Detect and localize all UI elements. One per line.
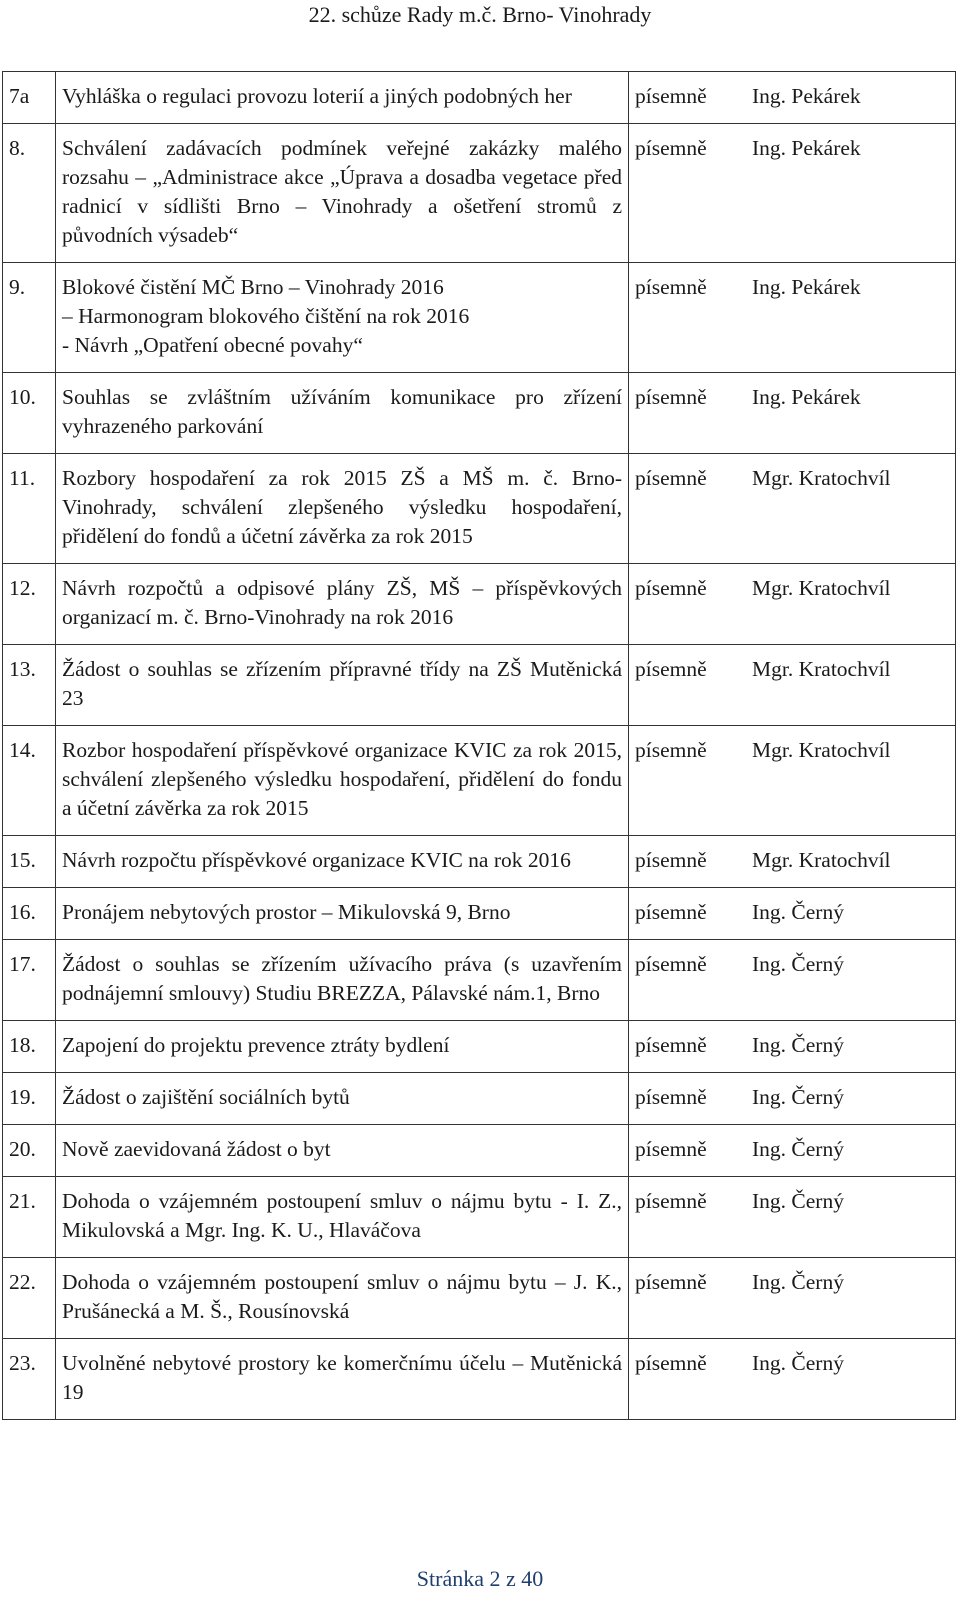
agenda-row [3, 564, 956, 645]
item-number: 11. [3, 454, 56, 564]
agenda-row [3, 72, 956, 124]
item-submission-mode: písemně [629, 1021, 747, 1073]
item-number: 8. [3, 124, 56, 263]
item-number: 21. [3, 1177, 56, 1258]
item-description [56, 72, 629, 124]
agenda-row [3, 1177, 956, 1258]
item-description-line: Blokové čistění MČ Brno – Vinohrady 2016 [62, 275, 444, 299]
item-number: 10. [3, 373, 56, 454]
item-description-line: Zapojení do projektu prevence ztráty bydlení [62, 1033, 450, 1057]
item-number: 19. [3, 1073, 56, 1125]
agenda-row [3, 124, 956, 263]
item-submission-mode: písemně [629, 1339, 747, 1420]
item-description-line: Žádost o souhlas se zřízením užívacího práva (s uzavřením podnájemní smlouvy) Studiu BREZZA, Pálavské nám.1, Brno [62, 952, 622, 1005]
item-description [56, 836, 629, 888]
agenda-row [3, 373, 956, 454]
item-submission-mode: písemně [629, 940, 747, 1021]
item-responsible-person: Ing. Pekárek [746, 124, 956, 263]
item-submission-mode: písemně [629, 454, 747, 564]
agenda-row [3, 454, 956, 564]
item-description [56, 1073, 629, 1125]
item-responsible-person: Ing. Pekárek [746, 373, 956, 454]
item-responsible-person: Ing. Černý [746, 1125, 956, 1177]
item-responsible-person: Ing. Černý [746, 1177, 956, 1258]
item-description-line: Souhlas se zvláštním užíváním komunikace pro zřízení vyhrazeného parkování [62, 385, 622, 438]
agenda-row [3, 726, 956, 836]
item-responsible-person: Ing. Černý [746, 1021, 956, 1073]
item-description [56, 454, 629, 564]
item-responsible-person: Mgr. Kratochvíl [746, 564, 956, 645]
item-submission-mode: písemně [629, 888, 747, 940]
item-number: 17. [3, 940, 56, 1021]
item-number: 7a [3, 72, 56, 124]
item-description [56, 373, 629, 454]
item-description-line: Žádost o zajištění sociálních bytů [62, 1085, 350, 1109]
agenda-table [2, 71, 956, 1420]
item-description-line: Uvolněné nebytové prostory ke komerčnímu účelu – Mutěnická 19 [62, 1351, 622, 1404]
item-description [56, 1125, 629, 1177]
item-number: 23. [3, 1339, 56, 1420]
item-responsible-person: Mgr. Kratochvíl [746, 836, 956, 888]
agenda-row [3, 836, 956, 888]
agenda-table-body [3, 72, 956, 1420]
item-number: 20. [3, 1125, 56, 1177]
item-number: 22. [3, 1258, 56, 1339]
agenda-row [3, 1073, 956, 1125]
page-footer: Stránka 2 z 40 [416, 1566, 544, 1591]
item-description-line: Návrh rozpočtu příspěvkové organizace KVIC na rok 2016 [62, 848, 571, 872]
item-submission-mode: písemně [629, 124, 747, 263]
item-description-line: Rozbor hospodaření příspěvkové organizace KVIC za rok 2015, schválení zlepšeného výsledku hospodaření, přidělení do fondu a účetní závěrka za rok 2015 [62, 738, 622, 820]
item-responsible-person: Ing. Černý [746, 888, 956, 940]
item-description [56, 645, 629, 726]
item-responsible-person: Ing. Černý [746, 1258, 956, 1339]
item-description-line: Návrh rozpočtů a odpisové plány ZŠ, MŠ – příspěvkových organizací m. č. Brno-Vinohrady na rok 2016 [62, 576, 622, 629]
item-description-line: Rozbory hospodaření za rok 2015 ZŠ a MŠ m. č. Brno-Vinohrady, schválení zlepšeného výsledku hospodaření, přidělení do fondů a účetní závěrka za rok 2015 [62, 466, 622, 548]
agenda-row [3, 1021, 956, 1073]
item-submission-mode: písemně [629, 836, 747, 888]
item-description-line: Pronájem nebytových prostor – Mikulovská 9, Brno [62, 900, 511, 924]
item-description-line: Dohoda o vzájemném postoupení smluv o nájmu bytu – J. K., Prušánecká a M. Š., Rousínovská [62, 1270, 622, 1323]
item-responsible-person: Ing. Černý [746, 940, 956, 1021]
item-responsible-person: Ing. Černý [746, 1339, 956, 1420]
item-number: 18. [3, 1021, 56, 1073]
item-submission-mode: písemně [629, 263, 747, 373]
item-submission-mode: písemně [629, 1125, 747, 1177]
item-description-line: Schválení zadávacích podmínek veřejné zakázky malého rozsahu – „Administrace akce „Úprava a dosadba vegetace před radnicí v sídlišti Brno – Vinohrady a ošetření stromů z původních výsadeb“ [62, 136, 622, 247]
agenda-row [3, 1258, 956, 1339]
page-header: 22. schůze Rady m.č. Brno- Vinohrady [308, 2, 652, 27]
item-description-line: Vyhláška o regulaci provozu loterií a jiných podobných her [62, 84, 572, 108]
item-submission-mode: písemně [629, 72, 747, 124]
item-description [56, 726, 629, 836]
item-submission-mode: písemně [629, 1258, 747, 1339]
agenda-row [3, 888, 956, 940]
item-submission-mode: písemně [629, 726, 747, 836]
item-responsible-person: Mgr. Kratochvíl [746, 726, 956, 836]
item-number: 16. [3, 888, 56, 940]
item-number: 12. [3, 564, 56, 645]
item-number: 13. [3, 645, 56, 726]
item-description-line: – Harmonogram blokového čištění na rok 2016 [62, 304, 470, 328]
item-description-line: Žádost o souhlas se zřízením přípravné třídy na ZŠ Mutěnická 23 [62, 657, 622, 710]
item-description [56, 1021, 629, 1073]
item-description [56, 940, 629, 1021]
item-description [56, 564, 629, 645]
item-description-line: Dohoda o vzájemném postoupení smluv o nájmu bytu - I. Z., Mikulovská a Mgr. Ing. K. U., Hlaváčova [62, 1189, 622, 1242]
agenda-row [3, 1125, 956, 1177]
item-description-line: Nově zaevidovaná žádost o byt [62, 1137, 331, 1161]
item-description [56, 124, 629, 263]
item-submission-mode: písemně [629, 564, 747, 645]
item-description [56, 1339, 629, 1420]
item-number: 15. [3, 836, 56, 888]
agenda-row [3, 645, 956, 726]
item-responsible-person: Ing. Pekárek [746, 72, 956, 124]
item-number: 14. [3, 726, 56, 836]
item-description [56, 263, 629, 373]
agenda-row [3, 940, 956, 1021]
item-responsible-person: Ing. Pekárek [746, 263, 956, 373]
item-submission-mode: písemně [629, 373, 747, 454]
item-description [56, 888, 629, 940]
agenda-row [3, 263, 956, 373]
item-submission-mode: písemně [629, 645, 747, 726]
item-submission-mode: písemně [629, 1073, 747, 1125]
item-responsible-person: Mgr. Kratochvíl [746, 454, 956, 564]
item-description-line: - Návrh „Opatření obecné povahy“ [62, 333, 363, 357]
item-submission-mode: písemně [629, 1177, 747, 1258]
agenda-row [3, 1339, 956, 1420]
item-description [56, 1177, 629, 1258]
item-responsible-person: Ing. Černý [746, 1073, 956, 1125]
item-description [56, 1258, 629, 1339]
item-responsible-person: Mgr. Kratochvíl [746, 645, 956, 726]
item-number: 9. [3, 263, 56, 373]
